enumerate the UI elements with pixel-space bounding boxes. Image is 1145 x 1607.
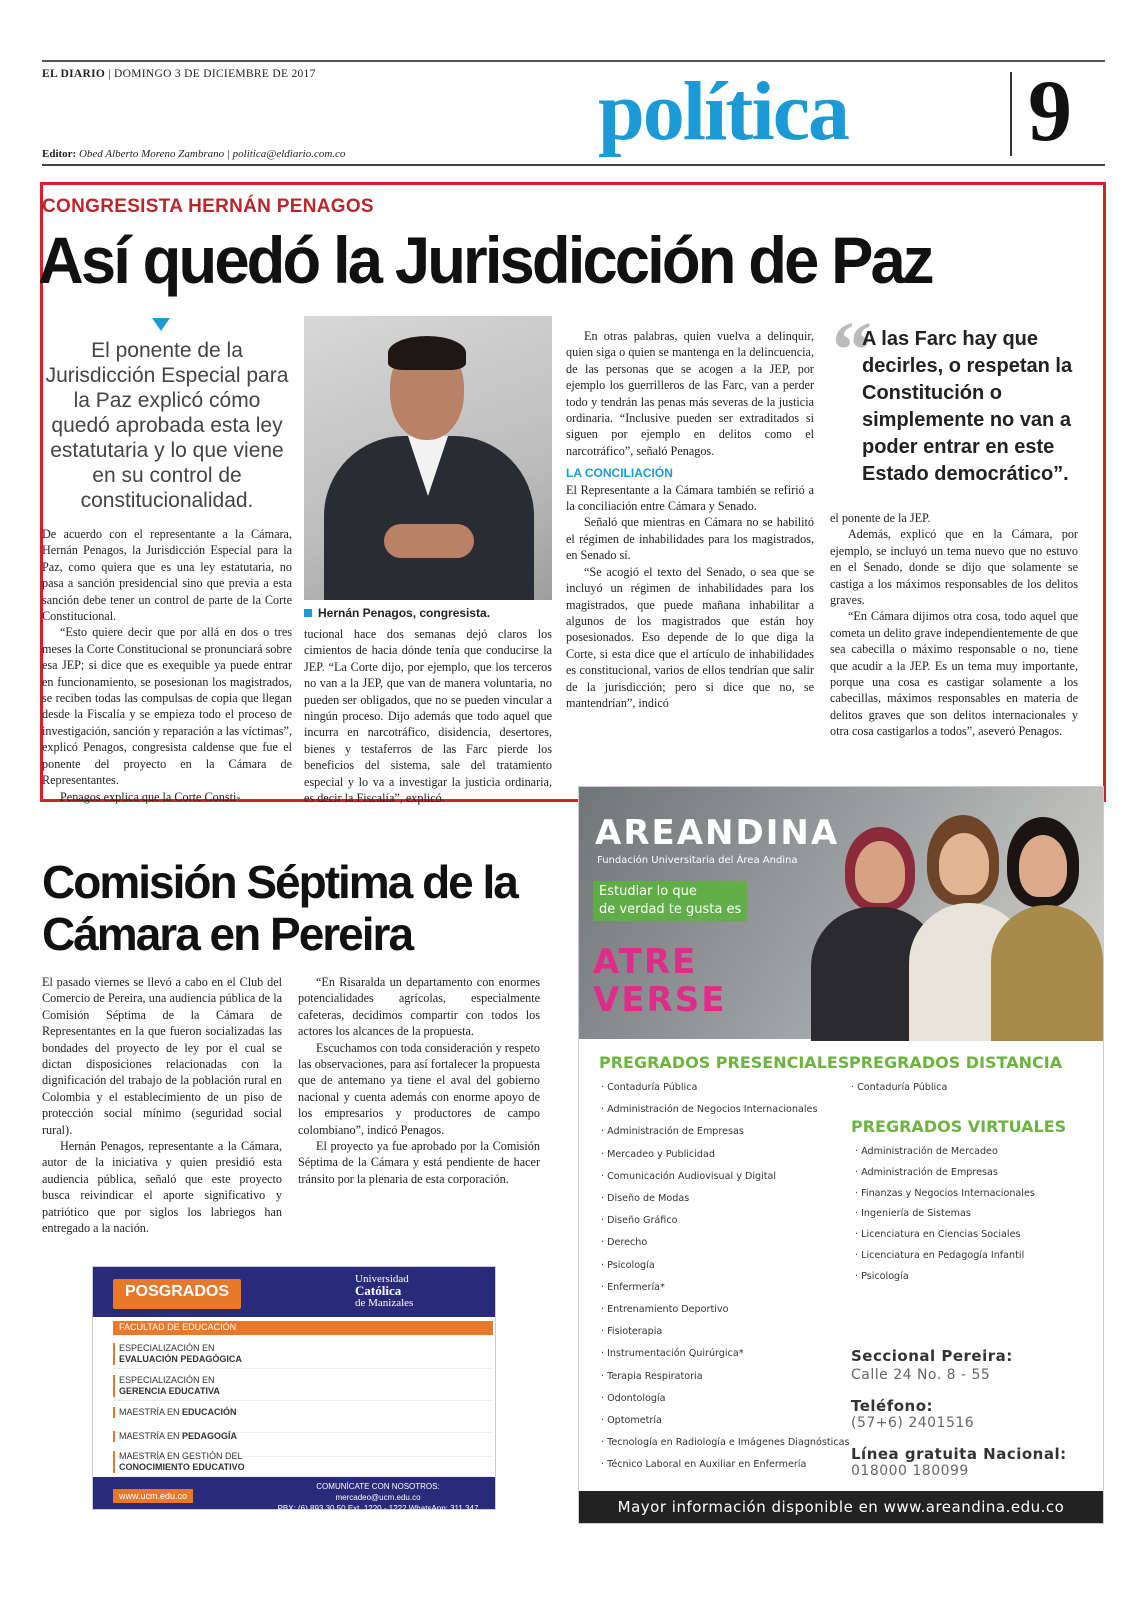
ucm-program-row: MAESTRÍA EN EDUCACIÓN: [113, 1403, 493, 1433]
edition-line: EL DIARIO | DOMINGO 3 DE DICIEMBRE DE 2017: [42, 68, 316, 80]
ucm-program-row: MAESTRÍA EN PEDAGOGÍA: [113, 1427, 493, 1457]
program-item: · Instrumentación Quirúrgica*: [601, 1348, 744, 1360]
areandina-tagline: Estudiar lo que de verdad te gusta es: [593, 881, 747, 921]
program-item: · Finanzas y Negocios Internacionales: [855, 1187, 1035, 1199]
program-item: · Administración de Empresas: [855, 1166, 998, 1178]
ucm-program-row: MAESTRÍA EN GESTIÓN DEL CONOCIMIENTO EDUCATIVO: [113, 1447, 493, 1477]
program-item: · Psicología: [855, 1270, 909, 1282]
paragraph: “Esto quiere decir que por allá en dos o tres meses la Corte Constitucional se pronunciará sobre esa JEP; si dice que es exequible ya puede entrar en funcionamiento, se posesionan los magistrados, se reciben todas las compulsas de copia que llegan desde la Fiscalía y se empieza todo el proceso de investigación, sanción y reparación a las víctimas”, explicó Penagos, congresista caldense que fue el ponente del proyecto en la Cámara de Representantes.: [42, 625, 292, 788]
linea-number: 018000 180099: [851, 1463, 969, 1479]
paragraph: El Representante a la Cámara también se refirió a la conciliación entre Cámara y Senado.: [566, 482, 814, 514]
program-item: · Diseño Gráfico: [601, 1215, 678, 1227]
paragraph: De acuerdo con el representante a la Cámara, Hernán Penagos, la Jurisdicción Especial para la Paz, como quiera que es una ley estatutaria, no pasa a sanción presidencial sino que previa a esta sanción debe tener un control de parte de la Corte Constitucional.: [42, 527, 292, 624]
paragraph: Escuchamos con toda consideración y respeto las observaciones, para así fortalecer la propuesta que de antemano ya tiene el aval del gobierno nacional y cuenta además con enorme apoyo de los empresarios y productores de campo colombiano”, indicó Penagos.: [298, 1040, 540, 1137]
ucm-logo-line: Universidad: [355, 1273, 409, 1285]
quote-mark-icon: “: [832, 307, 872, 395]
program-item: · Enfermería*: [601, 1281, 665, 1293]
section-subhead: LA CONCILIACIÓN: [566, 466, 673, 481]
program-item: · Comunicación Audiovisual y Digital: [601, 1170, 777, 1182]
article-headline: Así quedó la Jurisdicción de Paz: [38, 223, 932, 297]
lead-arrow-icon: [152, 318, 170, 331]
ucm-logo-line: Católica: [355, 1283, 402, 1298]
editor-name: Obed Alberto Moreno Zambrano | politica@eldiario.com.co: [78, 148, 346, 160]
program-item: · Tecnología en Radiología e Imágenes Diagnósticas: [601, 1437, 850, 1449]
program-item: · Fisioterapia: [601, 1326, 663, 1338]
ucm-program-row: ESPECIALIZACIÓN EN GERENCIA EDUCATIVA: [113, 1371, 493, 1401]
paper-name: EL DIARIO: [42, 68, 106, 80]
ucm-logo: [355, 1273, 485, 1311]
program-item: · Administración de Empresas: [601, 1126, 744, 1138]
areandina-subtitle: Fundación Universitaria del Área Andina: [597, 855, 798, 866]
article-lead: El ponente de la Jurisdicción Especial para la Paz explicó cómo quedó aprobada esta ley estatutaria y lo que viene en su control de constitucionalidad.: [45, 339, 289, 512]
paragraph: Penagos explica que la Corte Consti-: [60, 789, 241, 804]
paragraph: Además, explicó que en la Cámara, por ejemplo, se incluyó un tema nuevo que no estuvo en el Senado, donde se dijo que solamente se castiga a los máximos responsables de los delitos graves.: [830, 527, 1078, 608]
masthead-rule-bottom: [42, 164, 1105, 166]
program-item: · Contaduría Pública: [601, 1082, 698, 1093]
article-column-1: [42, 526, 292, 805]
article2-headline: Comisión Séptima de la Cámara en Pereira: [42, 856, 517, 960]
head-presenciales: PREGRADOS PRESENCIALES: [599, 1053, 850, 1072]
editor-label: Editor:: [42, 148, 77, 160]
paragraph: “Se acogió el texto del Senado, o sea que se incluyó un régimen de inhabilidades para los magistrados, que puede mañana inhabilitar a algunos de los magistrados que están hoy posesionados. Eso depende de lo que diga la Corte, si esta dice que el artículo de inhabilidades es constitucional, varios de ellos tendrían que salir de la jurisdicción; pero si dice que no, se mantendrían”, indicó: [566, 564, 814, 710]
head-virtuales: PREGRADOS VIRTUALES: [851, 1117, 1067, 1136]
article2-column-2: [298, 974, 540, 1187]
paragraph: El pasado viernes se llevó a cabo en el Club del Comercio de Pereira, una audiencia pública de la Comisión Séptima de la Cámara de Representantes en la que fueron socializadas las bondades del proyecto de ley por el cual se dictan disposiciones relacionadas con la dignificación del trabajo de la población rural en Colombia y el establecimiento de un piso de protección social mínimo (seguridad social rural).: [42, 975, 282, 1137]
ucm-contact: [273, 1481, 483, 1525]
areandina-advertisement: [578, 786, 1104, 1524]
telefono-label: Teléfono:: [851, 1397, 934, 1415]
ucm-program-row: ESPECIALIZACIÓN EN EVALUACIÓN PEDAGÓGICA: [113, 1339, 493, 1369]
areandina-info-bar[interactable]: Mayor información disponible en www.areandina.edu.co: [579, 1491, 1103, 1523]
areandina-slogan: ATRE VERSE: [593, 942, 727, 1020]
paragraph: Señaló que mientras en Cámara no se habilitó el régimen de inhabilidades para los magistrados, en Senado sí.: [566, 515, 814, 563]
paragraph: tucional hace dos semanas dejó claros los cimientos de hacia dónde tenía que conducirse la JEP. “La Corte dijo, por ejemplo, que los terceros no van a la JEP, que van de manera voluntaria, no pueden ser obligados, que no se pueden vincular a ningún proceso. Dijo además que todo aquel que incurra en narcotráfico, disidencia, desertores, bienes y testaferros de las Farc pierde los beneficios del sistema, sale del tratamiento especial y lo va a investigar la justicia ordinaria, es decir la Fiscalía”, explicó.: [304, 627, 552, 806]
seccional-label: Seccional Pereira:: [851, 1347, 1013, 1365]
pull-quote: A las Farc hay que decirles, o respetan la Constitución o simplemente no van a poder entrar en este Estado democrático”.: [862, 328, 1073, 485]
ucm-badge: POSGRADOS: [113, 1279, 241, 1309]
ucm-contact-line: COMUNÍCATE CON NOSOTROS: mercadeo@ucm.edu.co: [316, 1482, 440, 1502]
ucm-advertisement: [92, 1266, 496, 1524]
article-column-3: [566, 328, 814, 711]
head-distancia: PREGRADOS DISTANCIA: [849, 1053, 1063, 1072]
areandina-logo: AREANDINA: [595, 813, 840, 853]
photo-caption: [304, 606, 490, 620]
program-item: · Contaduría Pública: [851, 1082, 948, 1093]
program-item: · Optometría: [601, 1415, 662, 1426]
program-item: · Licenciatura en Pedagogía Infantil: [855, 1250, 1025, 1261]
article2-column-1: [42, 974, 282, 1237]
program-item: · Entrenamiento Deportivo: [601, 1304, 729, 1315]
program-item: · Psicología: [601, 1259, 655, 1271]
program-item: · Licenciatura en Ciencias Sociales: [855, 1229, 1021, 1241]
program-item: · Diseño de Modas: [601, 1193, 690, 1204]
masthead-rule-top: [42, 60, 1105, 62]
seccional-address: Calle 24 No. 8 - 55: [851, 1367, 991, 1383]
page-number: 9: [1028, 63, 1072, 160]
portrait-photo: [304, 316, 552, 600]
section-separator: [1010, 72, 1012, 156]
paragraph: El proyecto ya fue aprobado por la Comisión Séptima de la Cámara y está pendiente de hacer tránsito por la plenaria de esta corporación.: [298, 1139, 540, 1186]
paragraph: “En Cámara dijimos otra cosa, todo aquel que cometa un delito grave independientemente de que sea cabecilla o máximo responsable o no, tiene que acudir a la JEP. Es un tema muy importante, porque una cosa es castigar solamente a los cabecillas, máximos responsables en materia de delitos graves que son delitos internacionales y otra cosa castigarlos a todos”, aseveró Penagos.: [830, 609, 1078, 739]
caption-text: Hernán Penagos, congresista.: [318, 606, 491, 620]
program-item: · Mercadeo y Publicidad: [601, 1148, 715, 1160]
linea-label: Línea gratuita Nacional:: [851, 1445, 1067, 1463]
paragraph: el ponente de la JEP.: [830, 511, 931, 525]
ucm-contact-line: PBX: (6) 893 30 50 Ext. 1220 - 1222 WhatsApp: 311 347 76 49: [277, 1504, 479, 1524]
program-item: · Odontología: [601, 1392, 666, 1404]
program-item: · Administración de Negocios Internacionales: [601, 1104, 818, 1116]
program-item: · Derecho: [601, 1237, 648, 1249]
ucm-logo-line: de Manizales: [355, 1297, 414, 1309]
paragraph: Hernán Penagos, representante a la Cámara, autor de la iniciativa y quien presidió esta audiencia pública, señaló que este proyecto busca reivindicar el aporte significativo y patriótico que por siglos los labriegos han entregado a la nación.: [42, 1139, 282, 1236]
program-item: · Administración de Mercadeo: [855, 1146, 998, 1157]
article-kicker: CONGRESISTA HERNÁN PENAGOS: [42, 196, 374, 217]
ucm-faculty: FACULTAD DE EDUCACIÓN: [113, 1321, 493, 1335]
article-column-4: [830, 510, 1078, 740]
edition-date: DOMINGO 3 DE DICIEMBRE DE 2017: [114, 68, 316, 80]
paragraph: En otras palabras, quien vuelva a delinquir, quien siga o quien se mantenga en la delincuencia, de las personas que se acogen a la JEP, por ejemplo los guerrilleros de las Farc, van a perder todo y tendrán las penas más severas de la justicia ordinaria. “Inclusive pueden ser extraditados si siguen por ejemplo en delitos como el narcotráfico”, señaló Penagos.: [566, 329, 814, 458]
program-item: · Ingeniería de Sistemas: [855, 1208, 971, 1220]
editor-line: [42, 148, 345, 160]
paragraph: “En Risaralda un departamento con enormes potencialidades agrícolas, especialmente cafeteras, decidimos compartir con todos los actores los alcances de la propuesta.: [298, 975, 540, 1039]
program-item: · Terapia Respiratoria: [601, 1370, 703, 1382]
article-column-2: [304, 626, 552, 806]
ucm-website-link[interactable]: www.ucm.edu.co: [113, 1489, 193, 1503]
program-item: · Técnico Laboral en Auxiliar en Enfermería: [601, 1459, 807, 1471]
caption-square-icon: [304, 609, 312, 617]
section-title: política: [598, 65, 848, 158]
telefono-number: (57+6) 2401516: [851, 1415, 975, 1431]
